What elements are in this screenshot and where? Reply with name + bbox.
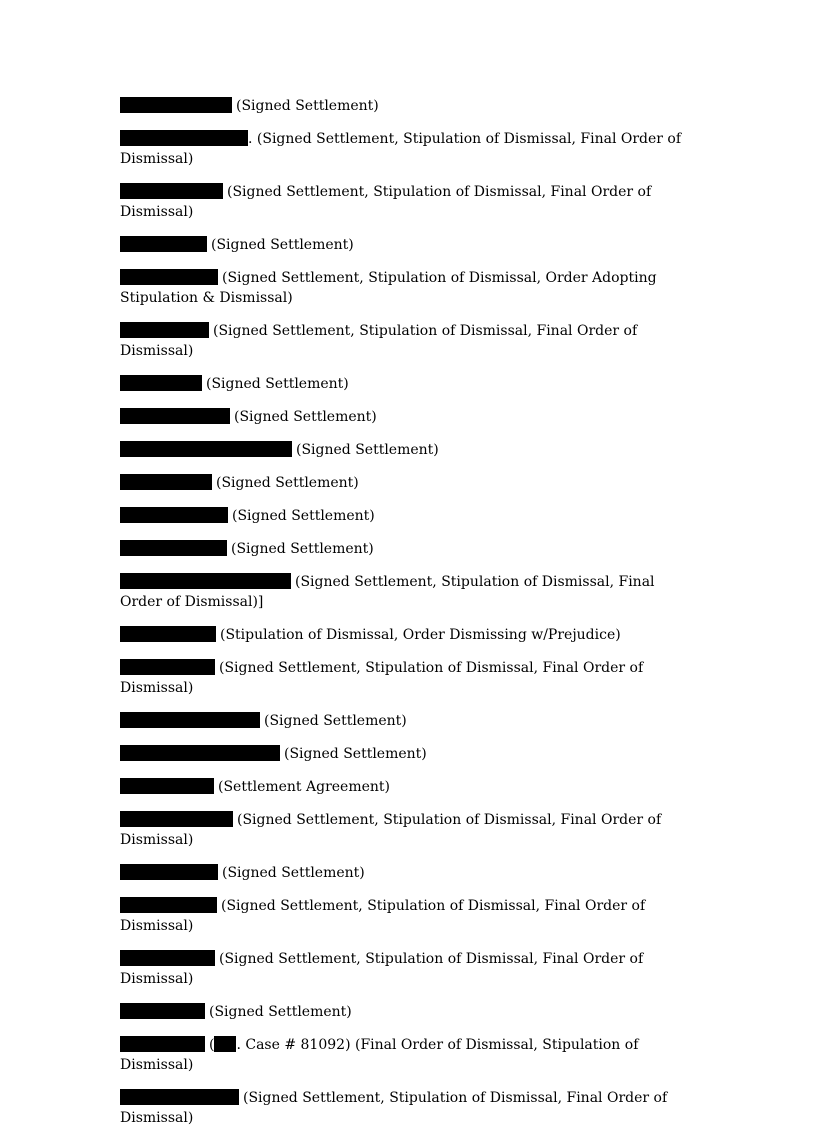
list-item [120, 473, 700, 493]
list-item [120, 1035, 700, 1075]
entry-text: (Signed Settlement) [216, 475, 359, 491]
redaction-block [120, 130, 248, 146]
list-item [120, 321, 700, 361]
list-item [120, 268, 700, 308]
redaction-block [120, 712, 260, 728]
entry-text: (Signed Settlement) [211, 237, 354, 253]
entry-text: (Settlement Agreement) [218, 779, 391, 795]
entry-text: (Signed Settlement, Stipulation of Dismissal, Final Order of Dismissal) [120, 660, 644, 696]
redaction-block [120, 778, 214, 794]
redaction-block [120, 626, 216, 642]
list-item [120, 777, 700, 797]
redaction-block [120, 659, 215, 675]
list-item [120, 539, 700, 559]
entry-text: . Case # 81092) (Final Order of Dismissal, Stipulation of Dismissal) [120, 1037, 639, 1073]
redaction-block [120, 573, 291, 589]
list-item [120, 949, 700, 989]
document-page [120, 96, 700, 1141]
entry-text-prefix: ( [209, 1037, 215, 1053]
entry-text: (Signed Settlement, Stipulation of Dismissal, Final Order of Dismissal) [120, 812, 662, 848]
redaction-block [120, 507, 228, 523]
entry-text: (Signed Settlement) [296, 442, 439, 458]
entry-text: (Signed Settlement, Stipulation of Dismissal, Final Order of Dismissal)] [120, 574, 655, 610]
list-item [120, 440, 700, 460]
redaction-block [120, 322, 209, 338]
entry-text: (Signed Settlement) [206, 376, 349, 392]
list-item [120, 572, 700, 612]
redaction-block [120, 375, 202, 391]
entry-text: (Signed Settlement) [232, 508, 375, 524]
entry-text: (Signed Settlement, Stipulation of Dismissal, Final Order of Dismissal) [120, 1090, 668, 1126]
entry-text: (Signed Settlement) [236, 98, 379, 114]
redaction-block [120, 1036, 205, 1052]
entry-text: (Signed Settlement) [234, 409, 377, 425]
redaction-block [120, 811, 233, 827]
redaction-block [120, 897, 217, 913]
redaction-block [120, 864, 218, 880]
list-item [120, 896, 700, 936]
redaction-block [120, 183, 223, 199]
entry-text: (Signed Settlement, Stipulation of Dismissal, Order Adopting Stipulation & Dismissal) [120, 270, 657, 306]
entry-text: (Signed Settlement) [264, 713, 407, 729]
redaction-block [120, 236, 207, 252]
list-item [120, 863, 700, 883]
list-item [120, 235, 700, 255]
list-item [120, 1088, 700, 1128]
list-item [120, 129, 700, 169]
redaction-block [120, 950, 215, 966]
redaction-block [120, 745, 280, 761]
entry-text: (Signed Settlement) [231, 541, 374, 557]
list-item [120, 711, 700, 731]
entry-text: . (Signed Settlement, Stipulation of Dismissal, Final Order of Dismissal) [120, 131, 682, 167]
redaction-block [120, 269, 218, 285]
entry-text: (Signed Settlement, Stipulation of Dismissal, Final Order of Dismissal) [120, 323, 638, 359]
entry-text: (Signed Settlement, Stipulation of Dismissal, Final Order of Dismissal) [120, 898, 646, 934]
redaction-block [214, 1036, 236, 1052]
list-item [120, 625, 700, 645]
redaction-block [120, 1089, 239, 1105]
list-item [120, 506, 700, 526]
redaction-block [120, 1003, 205, 1019]
redaction-block [120, 97, 232, 113]
entry-text: (Signed Settlement, Stipulation of Dismissal, Final Order of Dismissal) [120, 951, 644, 987]
list-item [120, 1002, 700, 1022]
entry-text: (Signed Settlement) [222, 865, 365, 881]
list-item [120, 96, 700, 116]
list-item [120, 407, 700, 427]
list-item [120, 374, 700, 394]
entry-text: (Signed Settlement, Stipulation of Dismissal, Final Order of Dismissal) [120, 184, 652, 220]
list-item [120, 182, 700, 222]
redaction-block [120, 474, 212, 490]
redaction-block [120, 441, 292, 457]
list-item [120, 810, 700, 850]
redaction-block [120, 408, 230, 424]
entry-text: (Signed Settlement) [284, 746, 427, 762]
entry-text: (Stipulation of Dismissal, Order Dismissing w/Prejudice) [220, 627, 621, 643]
list-item [120, 658, 700, 698]
list-item [120, 744, 700, 764]
entry-text: (Signed Settlement) [209, 1004, 352, 1020]
redaction-block [120, 540, 227, 556]
